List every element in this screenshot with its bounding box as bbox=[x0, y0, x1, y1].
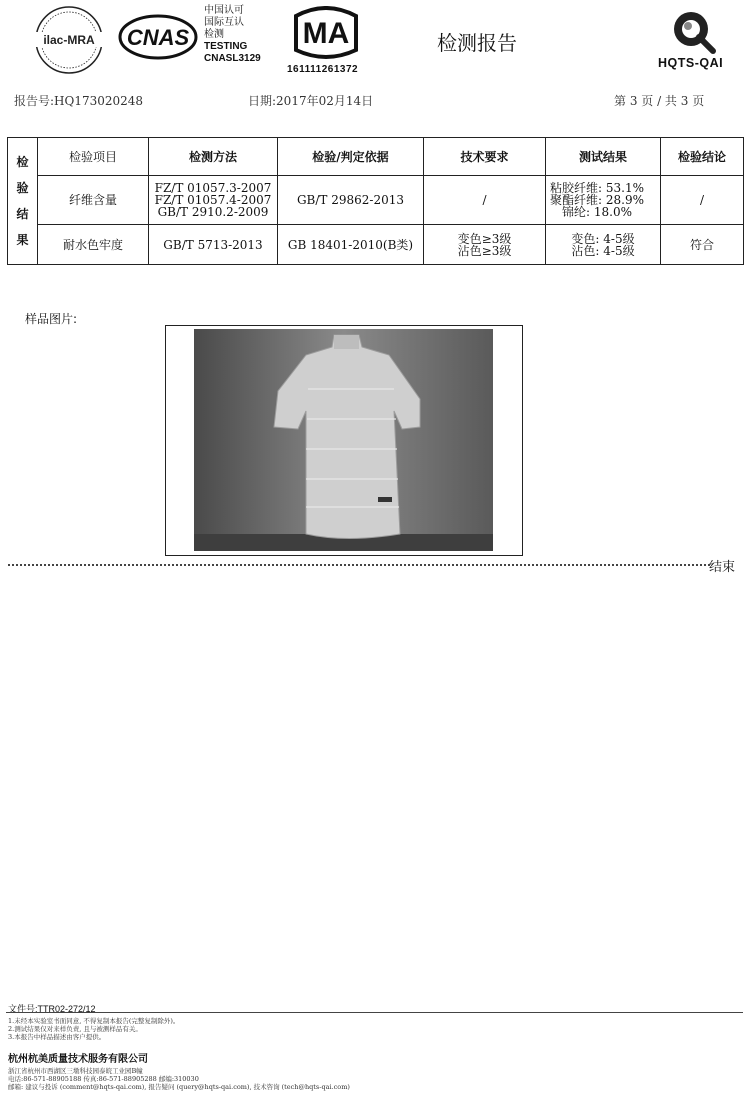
ilac-mra-logo bbox=[33, 4, 105, 76]
table-row bbox=[8, 225, 744, 265]
table-row bbox=[8, 176, 744, 225]
hqts-logo-icon bbox=[671, 9, 717, 55]
test-results-table bbox=[7, 137, 744, 265]
sample-photo bbox=[194, 329, 493, 551]
footer-divider bbox=[6, 1012, 743, 1013]
header-basis: 检验/判定依据 bbox=[278, 138, 424, 176]
header-conclusion: 检验结论 bbox=[661, 138, 744, 176]
cell-conclusion: / bbox=[661, 176, 744, 225]
footer-note: 2.测试结果仅对来样负责, 且与被测样品有关。 bbox=[8, 1025, 142, 1033]
cell-basis: GB 18401-2010(B类) bbox=[278, 225, 424, 265]
cnas-line: TESTING bbox=[204, 41, 248, 52]
cell-result: 粘胶纤维: 53.1% 聚酯纤维: 28.9% 锦纶: 18.0% bbox=[546, 176, 661, 225]
cma-number: 161111261372 bbox=[287, 64, 359, 75]
cell-requirement: 变色≥3级 沾色≥3级 bbox=[424, 225, 546, 265]
cnas-line: 中国认可 bbox=[204, 5, 244, 16]
company-contact: 电话:86-571-88905188 传真:86-571-88905288 邮编:310030 bbox=[8, 1075, 199, 1083]
sample-photo-frame bbox=[165, 325, 523, 556]
ma-logo-text: MA bbox=[302, 17, 350, 50]
hqts-logo-text: HQTS-QAI bbox=[658, 56, 724, 70]
cnas-logo-text: CNAS bbox=[126, 25, 190, 50]
sample-photo-label: 样品图片: bbox=[25, 312, 78, 326]
cell-requirement: / bbox=[424, 176, 546, 225]
cell-result: 变色: 4-5级 沾色: 4-5级 bbox=[546, 225, 661, 265]
header-method: 检测方法 bbox=[149, 138, 278, 176]
cell-item: 纤维含量 bbox=[38, 176, 149, 225]
footer-note: 3.本报告中样品描述由客户提供。 bbox=[8, 1033, 106, 1041]
cell-basis: GB/T 29862-2013 bbox=[278, 176, 424, 225]
end-dotted-line bbox=[8, 564, 710, 566]
ilac-logo-text: ilac-MRA bbox=[43, 33, 95, 47]
cell-item: 耐水色牢度 bbox=[38, 225, 149, 265]
header-item: 检验项目 bbox=[38, 138, 149, 176]
cell-conclusion: 符合 bbox=[661, 225, 744, 265]
cnas-logo bbox=[118, 14, 198, 60]
cnas-accreditation-text bbox=[204, 5, 261, 65]
company-name: 杭州杭美质量技术服务有限公司 bbox=[8, 1054, 148, 1065]
document-title: 检测报告 bbox=[437, 31, 517, 55]
cma-logo bbox=[288, 6, 364, 60]
cell-method: GB/T 5713-2013 bbox=[149, 225, 278, 265]
cnas-line: CNASL3129 bbox=[204, 53, 261, 64]
header-result: 测试结果 bbox=[546, 138, 661, 176]
footer-note: 1.未经本实验室书面同意, 不得复制本报告(完整复制除外)。 bbox=[8, 1017, 180, 1025]
report-number: 报告号:HQ173020248 bbox=[14, 94, 144, 108]
cell-method: FZ/T 01057.3-2007 FZ/T 01057.4-2007 GB/T 2910.2-2009 bbox=[149, 176, 278, 225]
cnas-line: 国际互认 bbox=[204, 17, 244, 28]
side-label-results: 检 验 结 果 bbox=[8, 138, 38, 265]
report-date: 日期:2017年02月14日 bbox=[248, 94, 374, 108]
header-requirement: 技术要求 bbox=[424, 138, 546, 176]
page-indicator: 第 3 页 / 共 3 页 bbox=[614, 94, 705, 108]
table-header-row bbox=[8, 138, 744, 176]
cnas-line: 检测 bbox=[204, 29, 224, 40]
company-email: 邮箱: 建议与投诉 (comment@hqts-qai.com), 报告疑问 (query@hqts-qai.com), 技术咨询 (tech@hqts-qai.com) bbox=[8, 1083, 350, 1091]
end-marker: 结束 bbox=[709, 560, 736, 575]
file-number: 文件号:TTR02-272/12 bbox=[8, 1004, 96, 1014]
company-address: 浙江省杭州市西湖区三墩科技园泰皖工业园B幢 bbox=[8, 1067, 143, 1075]
